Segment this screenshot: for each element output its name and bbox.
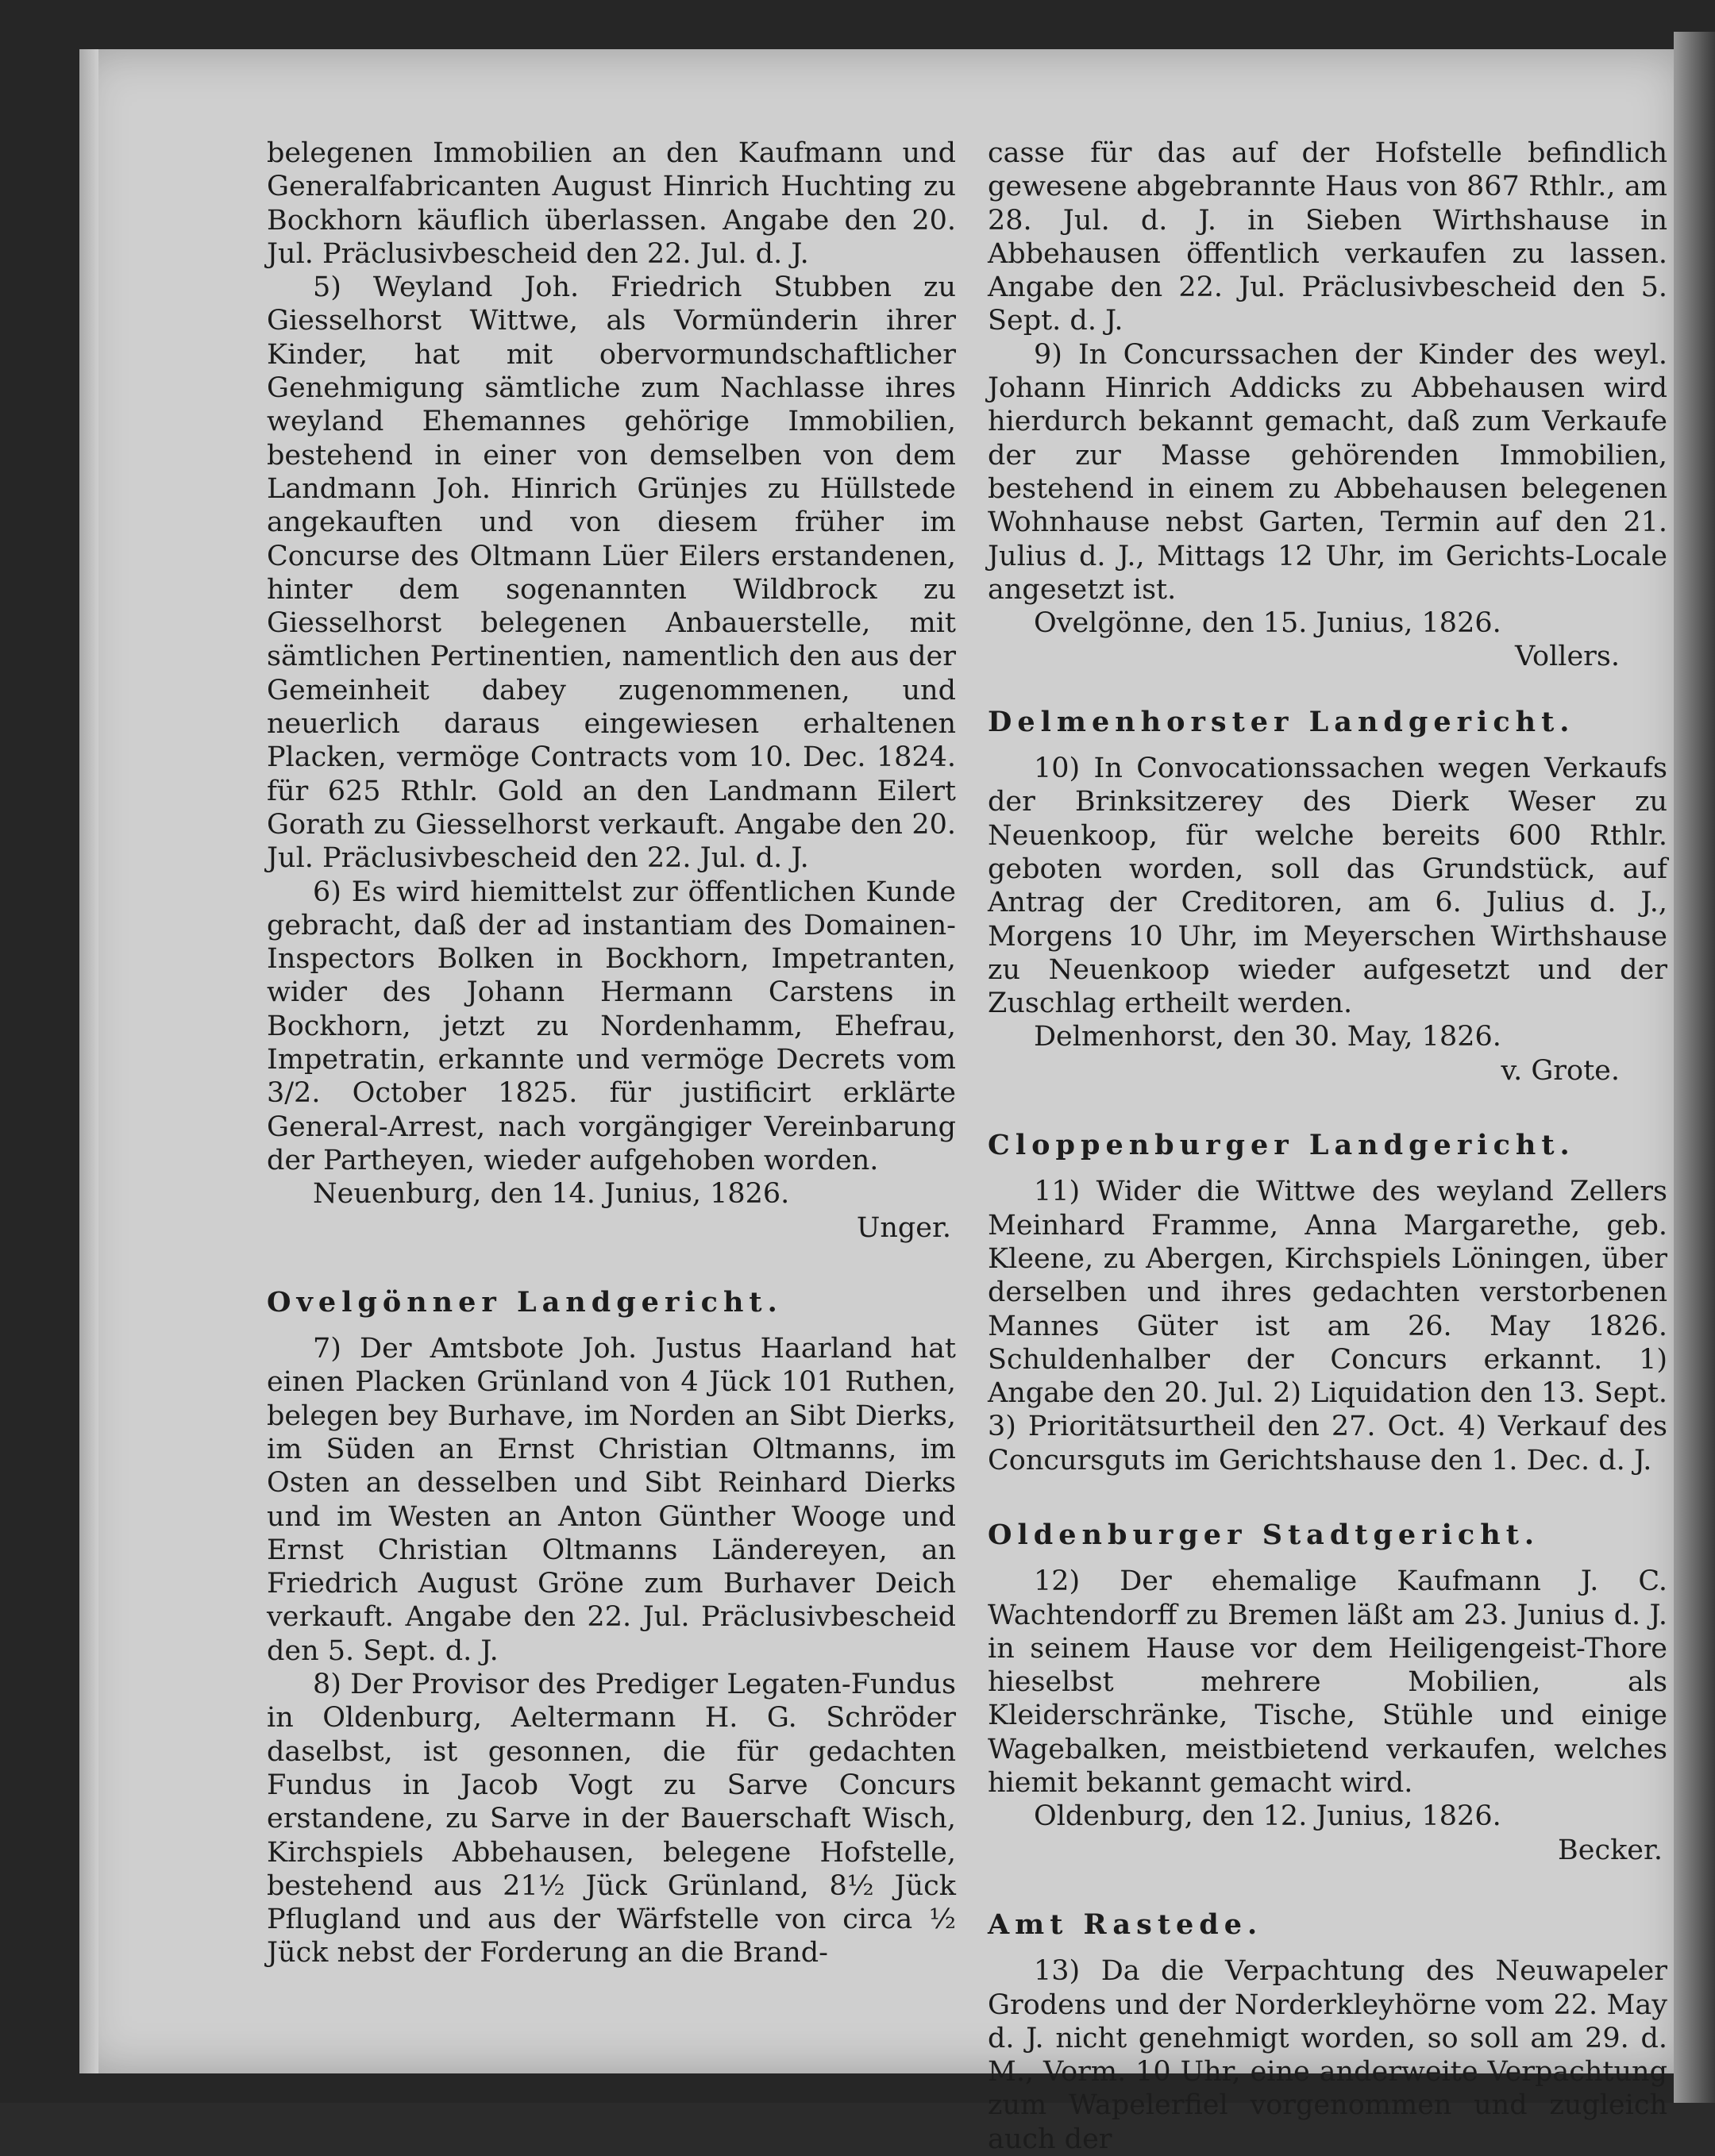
notice-12-place-date: Oldenburg, den 12. Junius, 1826. [1034, 1800, 1501, 1833]
left-column [267, 137, 956, 1970]
notice-4-continuation: belegenen Immobilien an den Kaufmann und Generalfabricanten August Hinrich Huchting zu Bockhorn käuflich überlassen. Angabe den 20. Jul. Präclusivbescheid den 22. Jul. d. J. [267, 137, 956, 270]
notice-8-continuation: casse für das auf der Hofstelle befindlich gewesene abgebrannte Haus von 867 Rthlr., am 28. Jul. d. J. in Sieben Wirthshause in Abbehausen öffentlich verkaufen zu lassen. Angabe den 22. Jul. Präclusivbescheid den 5. Sept. d. J. [988, 137, 1667, 337]
notice-13: 13) Da die Verpachtung des Neuwapeler Grodens und der Norderkleyhörne vom 22. May d. J. nicht genehmigt worden, so soll am 29. d. M., Vorm. 10 Uhr, eine anderweite Verpachtung zum Wapelerfiel vorgenommen und zugleich auch der [988, 1955, 1667, 2155]
notice-9-signature: Vollers. [1514, 641, 1620, 673]
heading-oldenburger-stadtgericht: Oldenburger Stadtgericht. [988, 1518, 1540, 1551]
notice-8: 8) Der Provisor des Prediger Legaten-Fundus in Oldenburg, Aeltermann H. G. Schröder daselbst, ist gesonnen, die für gedachten Fundus in Jacob Vogt zu Sarve Concurs erstandene, zu Sarve in der Bauerschaft Wisch, Kirchspiels Abbehausen, belegene Hofstelle, bestehend aus 21½ Jück Grünland, 8½ Jück Pflugland und aus der Wärfstelle von circa ½ Jück nebst der Forderung an die Brand- [267, 1669, 956, 1969]
notice-9-place-date: Ovelgönne, den 15. Junius, 1826. [1034, 607, 1501, 640]
right-column [988, 137, 1667, 2156]
notice-12: 12) Der ehemalige Kaufmann J. C. Wachtendorff zu Bremen läßt am 23. Junius d. J. in seinem Hause vor dem Heiligengeist-Thore hieselbst mehrere Mobilien, als Kleiderschränke, Tische, Stühle und einige Wagebalken, meistbietend verkaufen, welches hiemit bekannt gemacht wird. [988, 1565, 1667, 1800]
heading-delmenhorster-landgericht: Delmenhorster Landgericht. [988, 705, 1575, 738]
notice-7: 7) Der Amtsbote Joh. Justus Haarland hat einen Placken Grünland von 4 Jück 101 Ruthen, belegen bey Burhave, im Norden an Sibt Dierks, im Süden an Ernst Christian Oltmanns, im Osten an desselben und Sibt Reinhard Dierks und im Westen an Anton Günther Wooge und Ernst Christian Oltmanns Ländereyen, an Friedrich August Gröne zum Burhaver Deich verkauft. Angabe den 22. Jul. Präclusivbescheid den 5. Sept. d. J. [267, 1333, 956, 1667]
notice-11: 11) Wider die Wittwe des weyland Zellers Meinhard Framme, Anna Margarethe, geb. Kleene, zu Abergen, Kirchspiels Löningen, über derselben und ihres gedachten verstorbenen Mannes Güter ist am 26. May 1826. Schuldenhalber der Concurs erkannt. 1) Angabe den 20. Jul. 2) Liquidation den 13. Sept. 3) Prioritätsurtheil den 27. Oct. 4) Verkauf des Concursguts im Gerichtshause den 1. Dec. d. J. [988, 1176, 1667, 1476]
notice-6-place-date: Neuenburg, den 14. Junius, 1826. [313, 1178, 790, 1211]
notice-10-signature: v. Grote. [1501, 1054, 1620, 1087]
book-gutter [1674, 32, 1715, 2103]
heading-cloppenburger-landgericht: Cloppenburger Landgericht. [988, 1129, 1575, 1162]
heading-ovelgoenner-landgericht: Ovelgönner Landgericht. [267, 1285, 783, 1319]
notice-6-signature: Unger. [856, 1211, 951, 1244]
notice-10: 10) In Convocationssachen wegen Verkaufs der Brinksitzerey des Dierk Weser zu Neuenkoop, für welche bereits 600 Rthlr. geboten worden, soll das Grundstück, auf Antrag der Creditoren, am 6. Julius d. J., Morgens 10 Uhr, im Meyerschen Wirthshause zu Neuenkoop wieder aufgesetzt und der Zuschlag ertheilt werden. [988, 753, 1667, 1020]
notice-12-signature: Becker. [1558, 1834, 1663, 1866]
notice-9: 9) In Concurssachen der Kinder des weyl. Johann Hinrich Addicks zu Abbehausen wird hierdurch bekannt gemacht, daß zum Verkaufe der zur Masse gehörenden Immobilien, bestehend in einem zu Abbehausen belegenen Wohnhause nebst Garten, Termin auf den 21. Julius d. J., Mittags 12 Uhr, im Gerichts-Locale angesetzt ist. [988, 338, 1667, 606]
heading-amt-rastede: Amt Rastede. [988, 1908, 1263, 1941]
notice-6: 6) Es wird hiemittelst zur öffentlichen Kunde gebracht, daß der ad instantiam des Domainen-Inspectors Bolken in Bockhorn, Impetranten, wider des Johann Hermann Carstens in Bockhorn, jetzt zu Nordenhamm, Ehefrau, Impetratin, erkannte und vermöge Decrets vom 3/2. October 1825. für justificirt erklärte General-Arrest, nach vorgängiger Vereinbarung der Partheyen, wieder aufgehoben worden. [267, 876, 956, 1176]
page-edge [79, 49, 98, 2073]
notice-5: 5) Weyland Joh. Friedrich Stubben zu Giesselhorst Wittwe, als Vormünderin ihrer Kinder, hat mit obervormundschaftlicher Genehmigung sämtliche zum Nachlasse ihres weyland Ehemannes gehörige Immobilien, bestehend in einer von demselben von dem Landmann Joh. Hinrich Grünjes zu Hüllstede angekauften und von diesem früher im Concurse des Oltmann Lüer Eilers erstandenen, hinter dem sogenannten Wildbrock zu Giesselhorst belegenen Anbauerstelle, mit sämtlichen Pertinentien, namentlich den aus der Gemeinheit dabey zugenommenen, und neuerlich daraus eingewiesen erhaltenen Placken, vermöge Contracts vom 10. Dec. 1824. für 625 Rthlr. Gold an den Landmann Eilert Gorath zu Giesselhorst verkauft. Angabe den 20. Jul. Präclusivbescheid den 22. Jul. d. J. [267, 271, 956, 875]
notice-10-place-date: Delmenhorst, den 30. May, 1826. [1034, 1021, 1501, 1053]
